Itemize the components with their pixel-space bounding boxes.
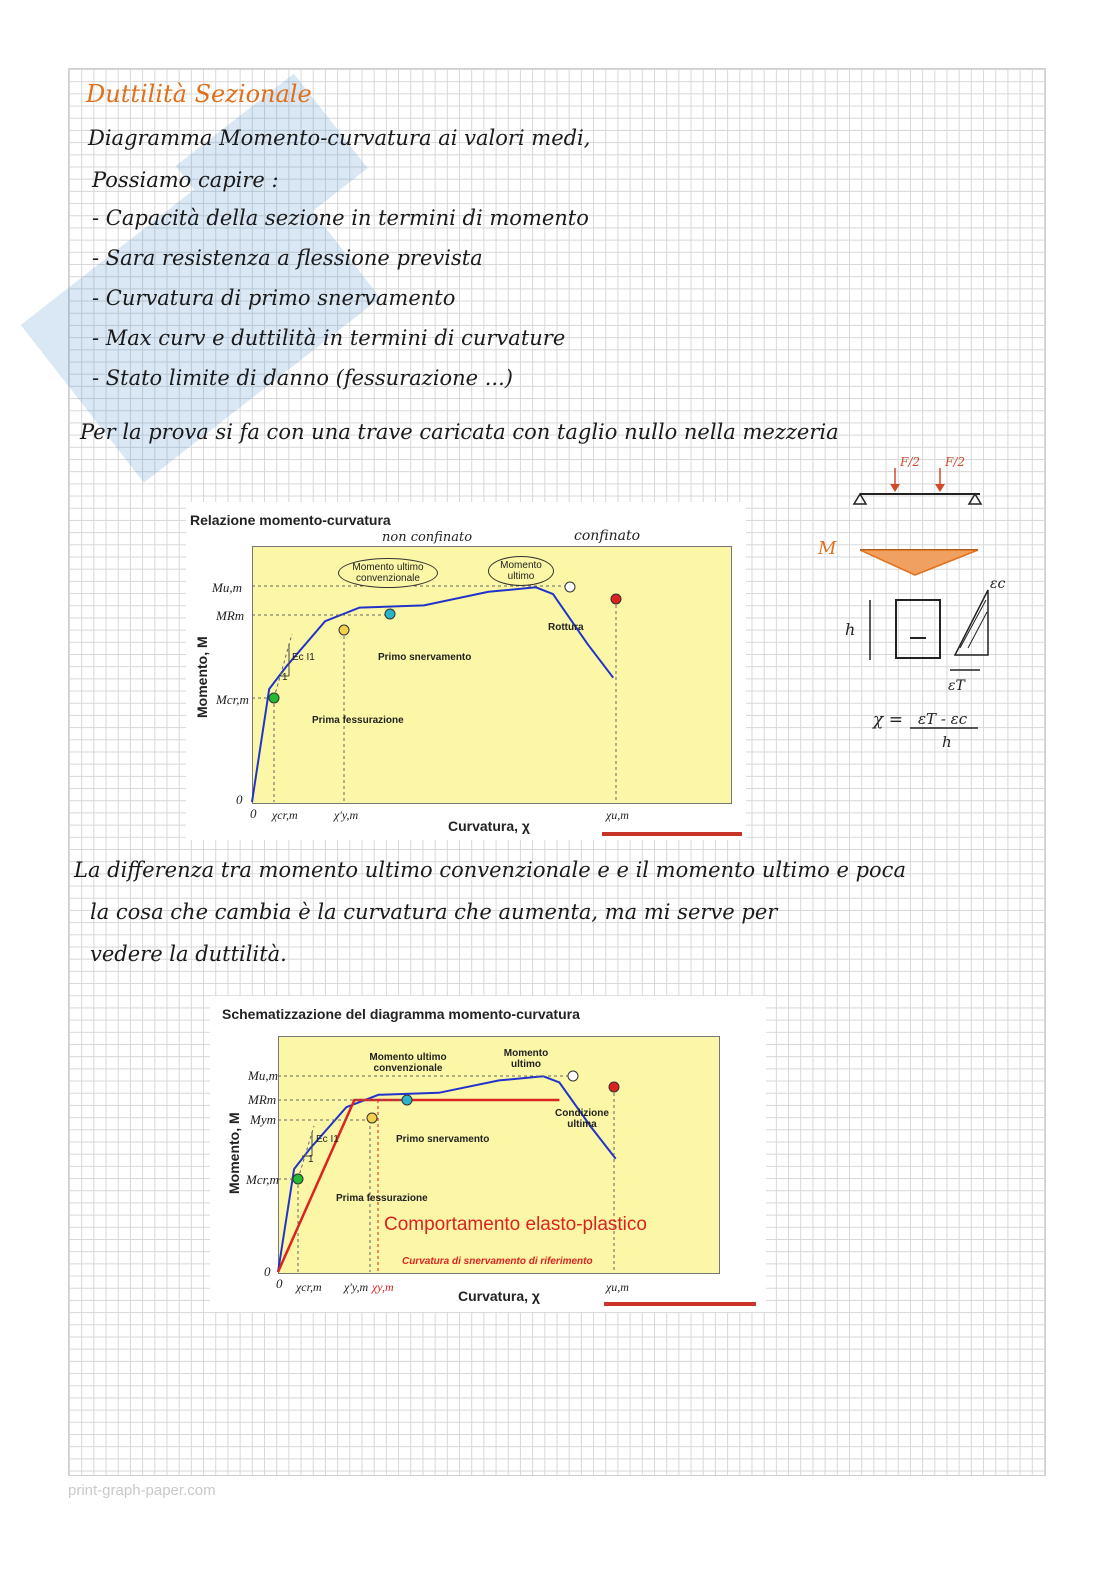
moment-curvature-curve (278, 1076, 616, 1272)
figure-1 (186, 502, 746, 840)
point-prima-fessurazione (269, 693, 279, 703)
tick-x-chicr: χcr,m (296, 1280, 322, 1294)
et-label: εT (948, 678, 965, 694)
ann-primo-snervamento: Primo snervamento (396, 1134, 490, 1145)
ec-label: εc (990, 576, 1006, 592)
moment-curvature-curve (252, 587, 613, 802)
slope-one: 1 (282, 672, 288, 683)
tick-y-zero: 0 (236, 792, 243, 807)
point-momento-ultimo (568, 1071, 578, 1081)
slope-label: Ec I1 (316, 1134, 339, 1145)
figure-1-red-bar (602, 832, 742, 836)
figure-1-title: Relazione momento-curvatura (190, 512, 391, 528)
ann-rottura: Rottura (548, 622, 584, 633)
figure-2 (210, 996, 766, 1312)
hand-nonconfinato: non confinato (382, 530, 473, 545)
notes-title: Duttilità Sezionale (86, 80, 312, 108)
ann-conv: Momento ultimo convenzionale (369, 1052, 447, 1074)
ann-conv: Momento ultimo convenzionale (338, 558, 438, 588)
figure-2-red-bar (604, 1302, 756, 1306)
tick-y-mcrm: Mcr,m (246, 1172, 279, 1187)
point-prima-fessurazione (293, 1174, 303, 1184)
figure-2-xlabel: Curvatura, χ (458, 1288, 540, 1304)
note-line: la cosa che cambia è la curvatura che aumenta, ma mi serve per (90, 900, 778, 924)
footer-source: print-graph-paper.com (68, 1482, 216, 1499)
note-line: - Curvatura di primo snervamento (92, 286, 456, 310)
tick-x-chiu: χu,m (606, 1280, 629, 1294)
formula-num: εT - εc (918, 710, 968, 728)
tick-y-mrm: MRm (216, 608, 245, 623)
slope-label: Ec I1 (292, 652, 315, 663)
tick-y-mum: Mu,m (212, 580, 242, 595)
point-rottura (611, 594, 621, 604)
tick-y-mym: Mym (250, 1112, 276, 1127)
slope-one: 1 (308, 1154, 314, 1165)
note-line: - Sara resistenza a flessione prevista (92, 246, 483, 270)
note-line: vedere la duttilità. (90, 942, 287, 966)
ann-curvatura-riferimento: Curvatura di snervamento di riferimento (402, 1256, 593, 1267)
load-label: F/2 (945, 455, 966, 469)
ann-prima-fessurazione: Prima fessurazione (336, 1193, 428, 1204)
figure-2-ylabel: Momento, M (226, 1112, 242, 1194)
point-momento-ultimo-conv (402, 1095, 412, 1105)
note-line: La differenza tra momento ultimo convenzionale e e il momento ultimo e poca (74, 858, 906, 882)
figure-1-ylabel: Momento, M (194, 636, 210, 718)
point-condizione-ultima (609, 1082, 619, 1092)
formula-den: h (942, 733, 952, 751)
note-line: - Capacità della sezione in termini di momento (92, 206, 589, 230)
beam-sketch (810, 450, 1030, 750)
tick-x-chiu: χu,m (606, 808, 629, 822)
ann-primo-snervamento: Primo snervamento (378, 652, 472, 663)
moment-label: M (818, 538, 837, 559)
tick-x-zero: 0 (276, 1276, 283, 1291)
ann-condizione-ultima: Condizione ultima (555, 1108, 609, 1130)
tick-y-mcrm: Mcr,m (216, 692, 249, 707)
ann-ult: Momento ultimo (488, 556, 554, 586)
note-line: Per la prova si fa con una trave caricata con taglio nullo nella mezzeria (80, 420, 839, 444)
point-momento-ultimo (565, 582, 575, 592)
tick-x-chiy: χy,m (372, 1280, 394, 1294)
note-line: - Max curv e duttilità in termini di curvature (92, 326, 566, 350)
figure-1-curve-svg (186, 502, 746, 840)
tick-y-mrm: MRm (248, 1092, 277, 1107)
figure-1-xlabel: Curvatura, χ (448, 818, 530, 834)
height-label: h (845, 620, 856, 639)
tick-y-mum: Mu,m (248, 1068, 278, 1083)
load-label: F/2 (900, 455, 921, 469)
ann-elasto-plastico: Comportamento elasto-plastico (384, 1214, 647, 1235)
tick-x-zero: 0 (250, 806, 257, 821)
note-line: Possiamo capire : (92, 168, 279, 192)
tick-x-chiy-prime: χ'y,m (344, 1280, 369, 1294)
formula-lhs: χ = (873, 710, 903, 730)
hand-confinato: confinato (574, 528, 641, 544)
figure-2-title: Schematizzazione del diagramma momento-curvatura (222, 1006, 580, 1022)
point-primo-snervamento (339, 625, 349, 635)
point-momento-ultimo-conv (385, 609, 395, 619)
tick-y-zero: 0 (264, 1264, 271, 1279)
ann-ult: Momento ultimo (503, 1048, 549, 1070)
elasto-plastic-line (278, 1100, 559, 1272)
tick-x-chicr: χcr,m (272, 808, 298, 822)
note-line: Diagramma Momento-curvatura ai valori medi, (88, 126, 591, 150)
ann-prima-fessurazione: Prima fessurazione (312, 715, 404, 726)
note-line: - Stato limite di danno (fessurazione ...) (92, 366, 513, 390)
point-primo-snervamento (367, 1113, 377, 1123)
tick-x-chiy: χ'y,m (334, 808, 359, 822)
